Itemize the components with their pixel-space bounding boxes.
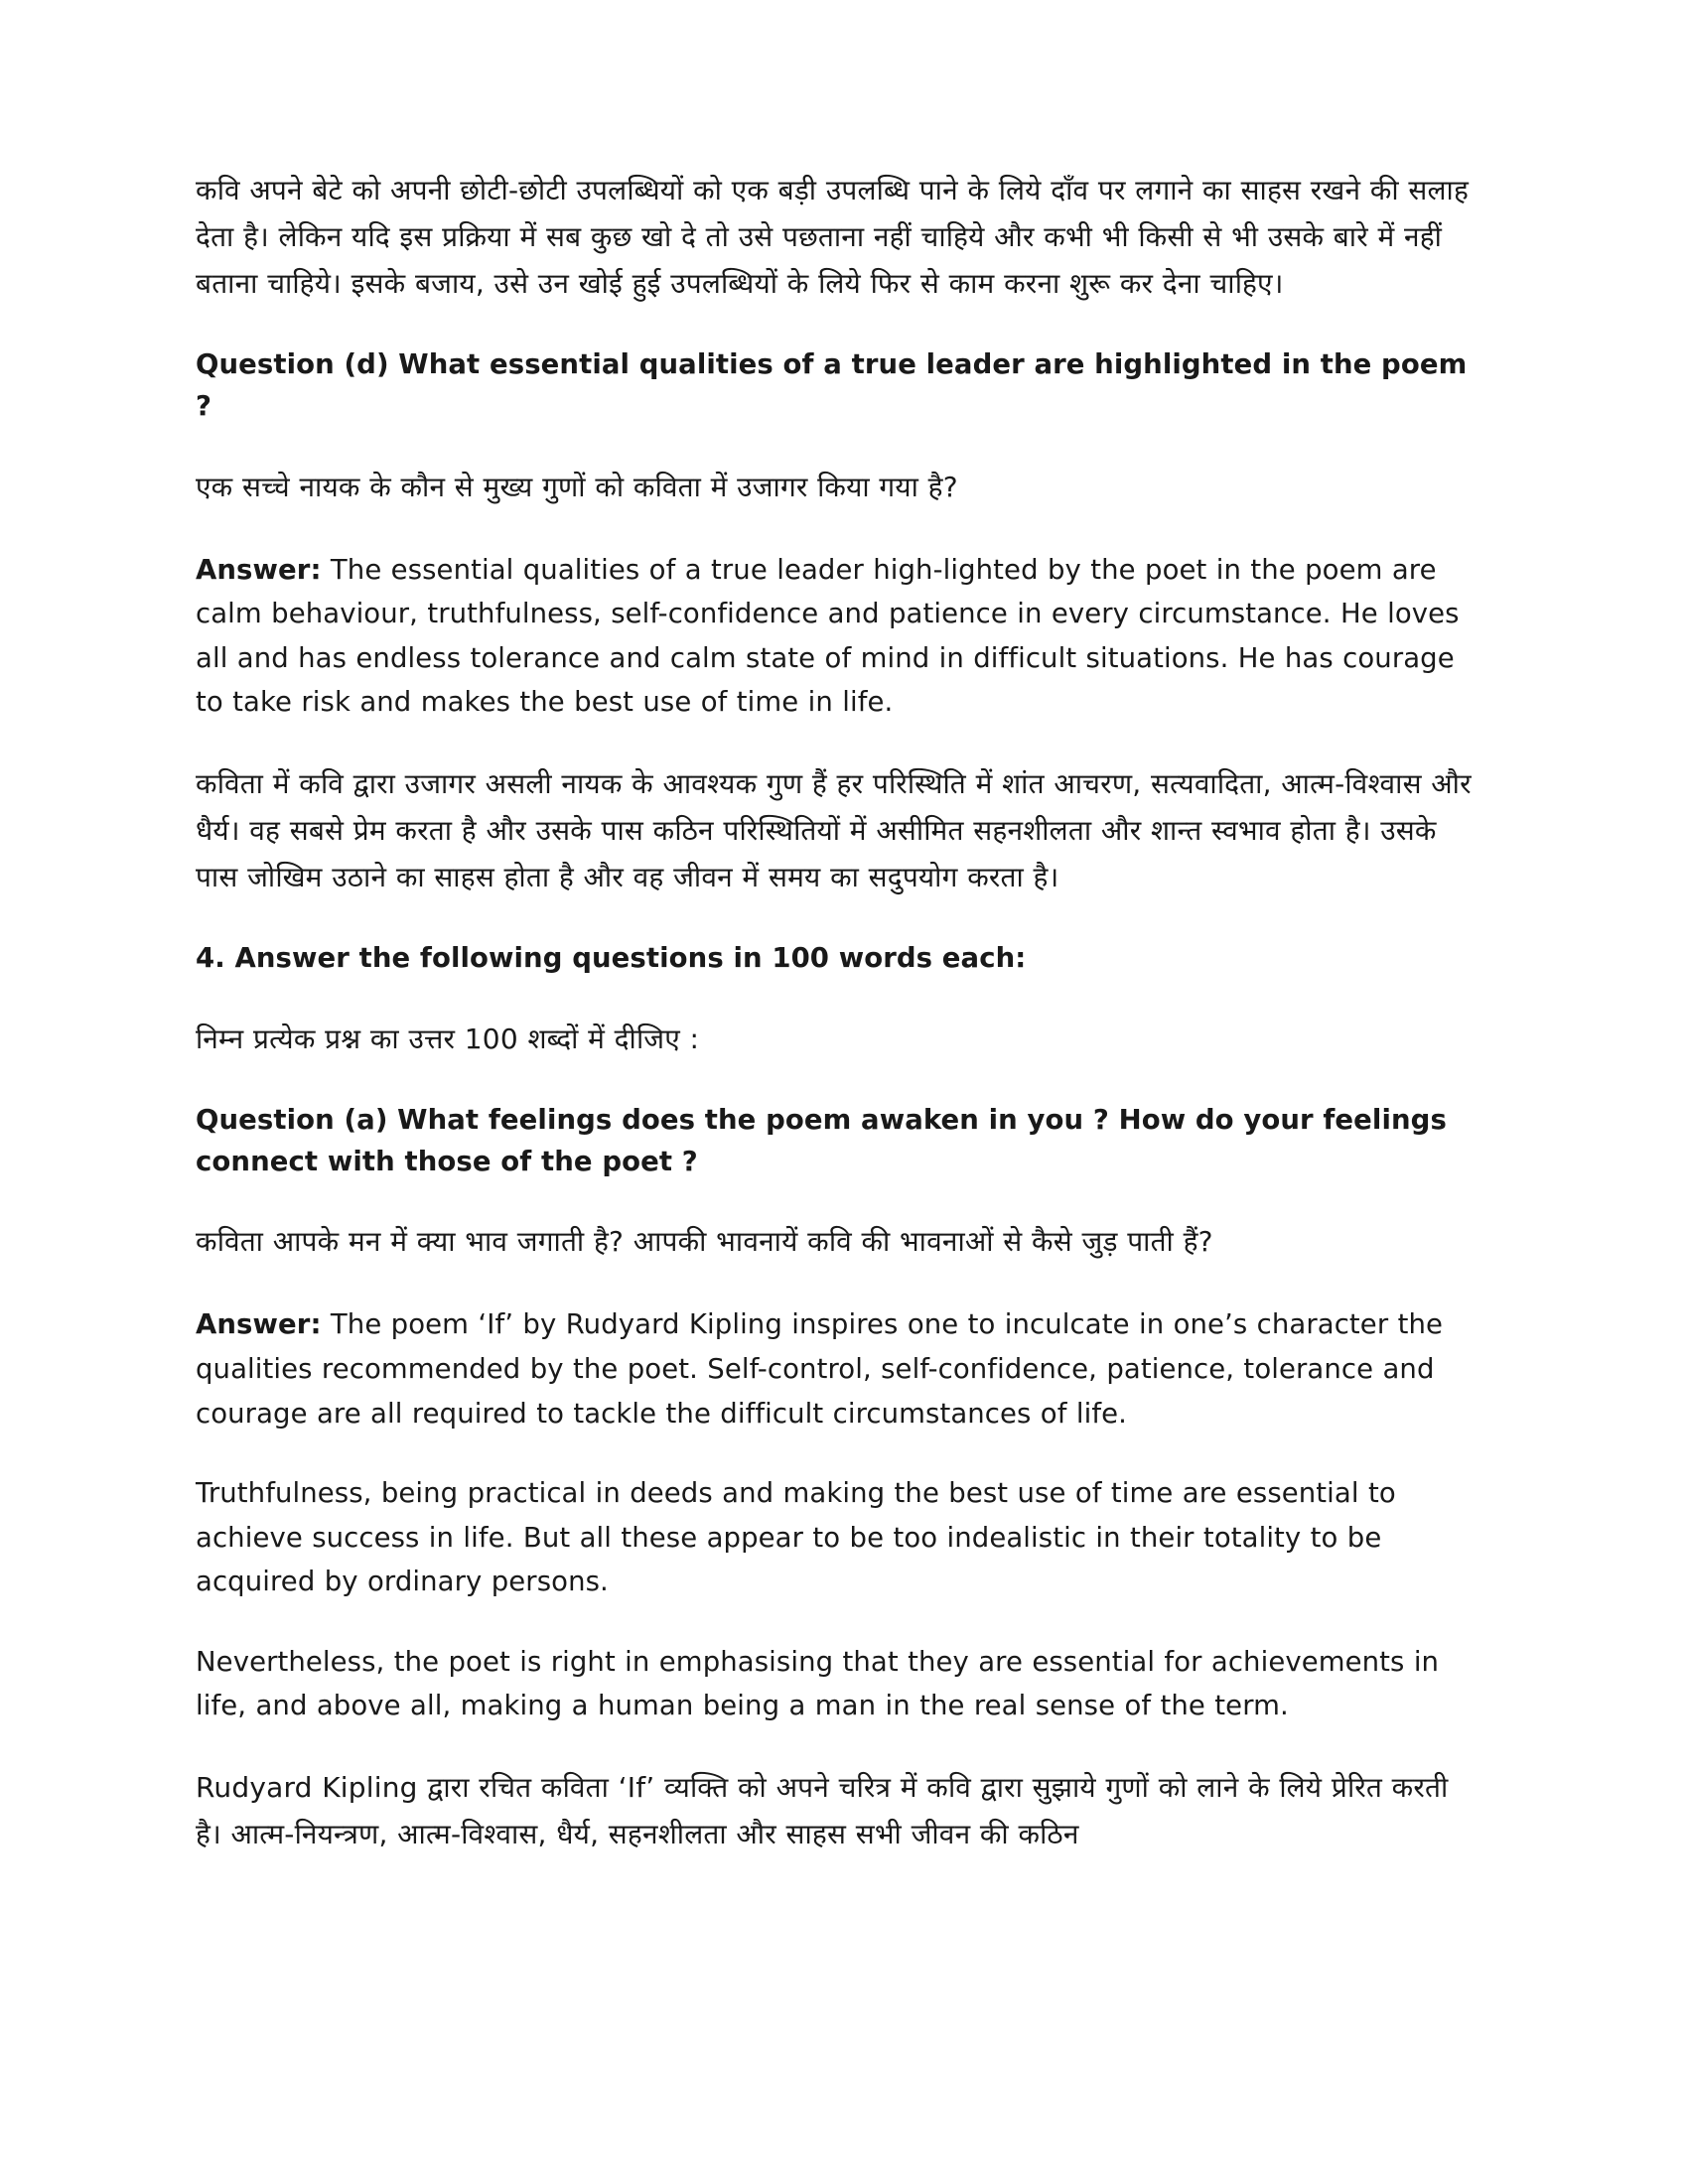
answer-d-paragraph (196, 548, 1479, 725)
answer-d-hindi-paragraph: कविता में कवि द्वारा उजागर असली नायक के आवश्यक गुण हैं हर परिस्थिति में शांत आचरण, सत्यवादिता, आत्म-विश्वास और धैर्य। वह सबसे प्रेम करता है और उसके पास कठिन परिस्थितियों में असीमित सहनशीलता और शान्त स्वभाव होता है। उसके पास जोखिम उठाने का साहस होता है और वह जीवन में समय का सदुपयोग करता है। (196, 766, 1472, 893)
question-d-hindi-translation: एक सच्चे नायक के कौन से मुख्य गुणों को कविता में उजागर किया गया है? (196, 470, 958, 503)
answer-label: Answer: (196, 1308, 322, 1341)
question-a-hindi-translation: कविता आपके मन में क्या भाव जगाती है? आपकी भावनायें कवि की भावनाओं से कैसे जुड़ पाती हैं? (196, 1225, 1213, 1259)
question-a-heading: Question (a) What feelings does the poem awaken in you ? How do your feelings connect with those of the poet ? (196, 1103, 1447, 1177)
answer-d-english-text: The essential qualities of a true leader high-lighted by the poet in the poem are calm behaviour, truthfulness, self-confidence and patience in every circumstance. He loves all and has endless tolerance and calm state of mind in difficult situations. He has courage to take risk and makes the best use of time in life. (196, 553, 1460, 719)
question-d-heading: Question (d) What essential qualities of a true leader are highlighted in the poem ? (196, 348, 1468, 422)
answer-label: Answer: (196, 553, 322, 586)
intro-hindi-paragraph: कवि अपने बेटे को अपनी छोटी-छोटी उपलब्धियों को एक बड़ी उपलब्धि पाने के लिये दाँव पर लगाने का साहस रखने की सलाह देता है। लेकिन यदि इस प्रक्रिया में सब कुछ खो दे तो उसे पछताना नहीं चाहिये और कभी भी किसी से भी उसके बारे में नहीं बताना चाहिये। इसके बजाय, उसे उन खोई हुई उपलब्धियों के लिये फिर से काम करना शुरू कर देना चाहिए। (196, 174, 1470, 301)
answer-a-paragraph-3: Nevertheless, the poet is right in emphasising that they are essential for achievements in life, and above all, making a human being a man in the real sense of the term. (196, 1645, 1440, 1722)
section-4-hindi-instruction: निम्न प्रत्येक प्रश्न का उत्तर 100 शब्दों में दीजिए : (196, 1022, 700, 1055)
answer-a-hindi-paragraph: Rudyard Kipling द्वारा रचित कविता ‘If’ व्यक्ति को अपने चरित्र में कवि द्वारा सुझाये गुणों को लाने के लिये प्रेरित करती है। आत्म-नियन्त्रण, आत्म-विश्वास, धैर्य, सहनशीलता और साहस सभी जीवन की कठिन (196, 1770, 1449, 1850)
answer-a-paragraph-1 (196, 1302, 1479, 1435)
section-4-heading: 4. Answer the following questions in 100 words each: (196, 942, 1027, 974)
answer-a-english-text-1: The poem ‘If’ by Rudyard Kipling inspires one to inculcate in one’s character the qualities recommended by the poet. Self-control, self-confidence, patience, tolerance and courage are all required to tackle the difficult circumstances of life. (196, 1308, 1444, 1430)
answer-a-paragraph-2: Truthfulness, being practical in deeds and making the best use of time are essential to achieve success in life. But all these appear to be too indealistic in their totality to be acquired by ordinary persons. (196, 1477, 1396, 1598)
page-content-column (196, 167, 1479, 1857)
